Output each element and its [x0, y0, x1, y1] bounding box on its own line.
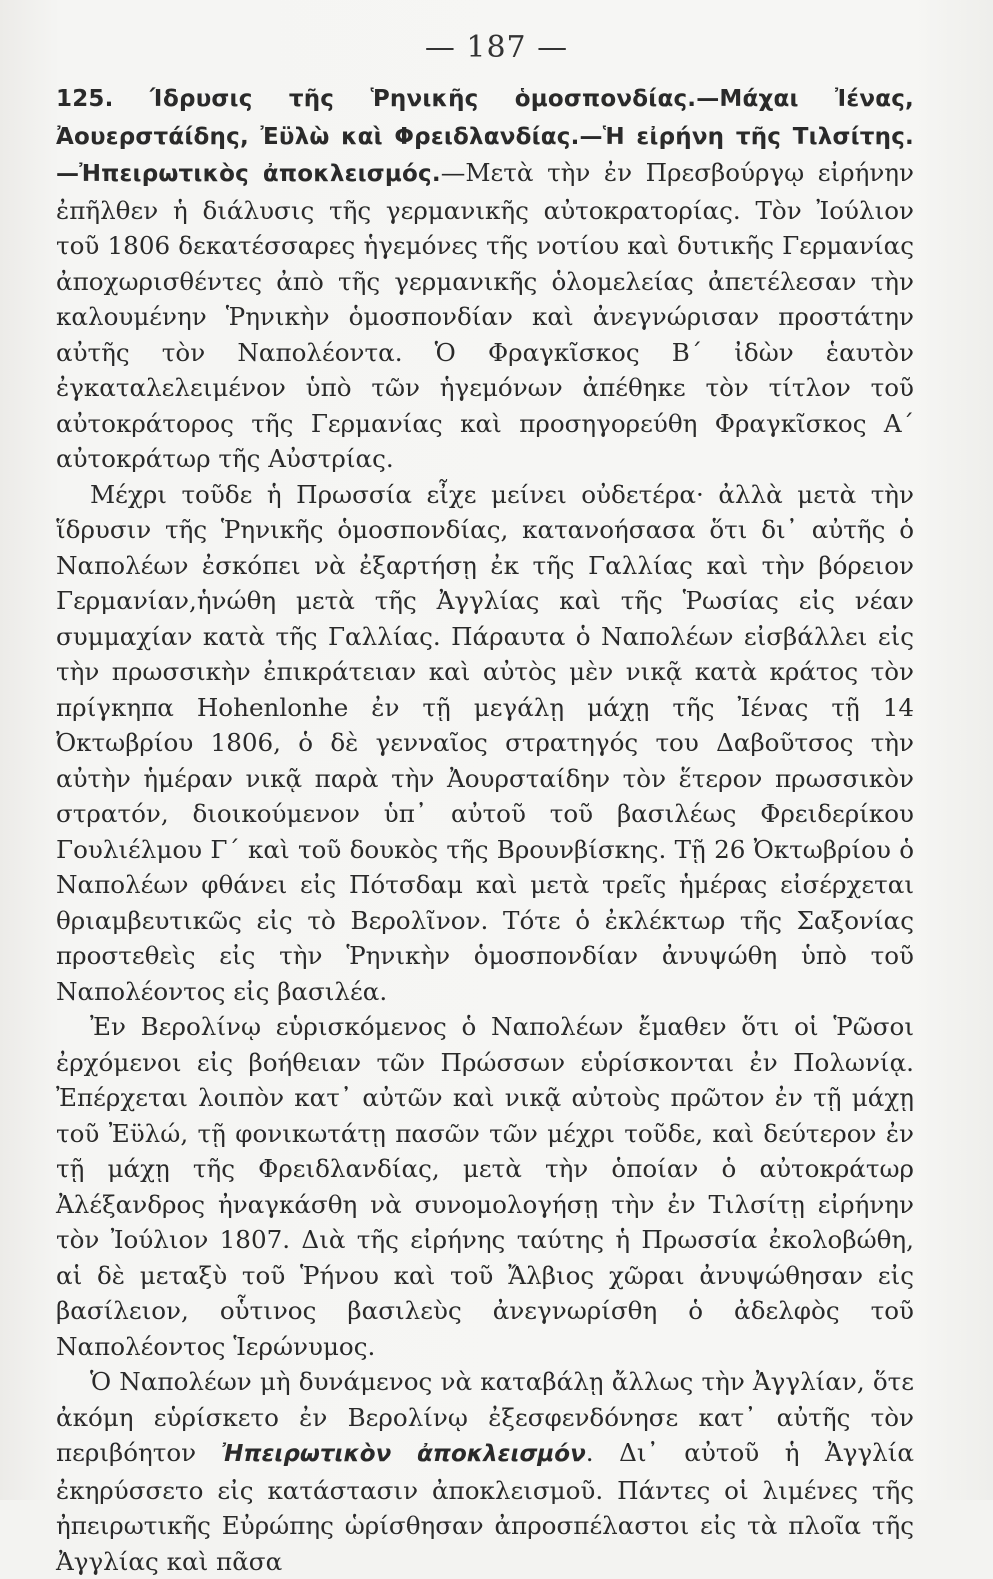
paragraph-text: . Δι᾽ αὐτοῦ ἡ Ἀγγλία ἐκηρύσσετο εἰς κατάστασιν ἀποκλεισμοῦ. Πάντες οἱ λιμένες τῆς ἠπειρωτικῆς Εὐρώπης ὡρίσθησαν ἀπροσπέλαστοι εἰς τὰ πλοῖα τῆς Ἀγγλίας καὶ πᾶσα [56, 1438, 914, 1576]
paragraph [56, 80, 914, 477]
paragraph [56, 1009, 914, 1364]
paragraph-text: ἐν τῇ μεγάλῃ μάχῃ τῆς Ἰένας τῇ 14 Ὀκτωβρίου 1806, ὁ δὲ γενναῖος στρατηγός του Δαβοῦτσος τὴν αὐτὴν ἡμέραν νικᾷ παρὰ τὴν Ἀουρσταίδην τὸν ἕτερον πρωσσικὸν στρατόν, διοικούμενον ὑπ᾽ αὐτοῦ τοῦ βασιλέως Φρειδερίκου Γουλιέλμου Γ΄ καὶ τοῦ δουκὸς τῆς Βρουνβίσκης. Τῇ 26 Ὀκτωβρίου ὁ Ναπολέων φθάνει εἰς Πότσδαμ καὶ μετὰ τρεῖς ἡμέρας εἰσέρχεται θριαμβευτικῶς εἰς τὸ Βερολῖνον. Τότε ὁ ἐκλέκτωρ τῆς Σαξονίας προστεθεὶς εἰς τὴν Ῥηνικὴν ὁμοσπονδίαν ἀνυψώθη ὑπὸ τοῦ Ναπολέοντος εἰς βασιλέα. [56, 692, 915, 1006]
paragraph-text: Μέχρι τοῦδε ἡ Πρωσσία εἶχε μείνει οὐδετέρα· ἀλλὰ μετὰ τὴν ἵδρυσιν τῆς Ῥηνικῆς ὁμοσπονδίας, κατανοήσασα ὅτι δι᾽ αὐτῆς ὁ Ναπολέων ἐσκόπει νὰ ἐξαρτήσῃ ἐκ τῆς Γαλλίας καὶ τὴν βόρειον Γερμανίαν,ἡνώθη μετὰ τῆς Ἀγγλίας καὶ τῆς Ῥωσίας εἰς νέαν συμμαχίαν κατὰ τῆς Γαλλίας. Πάραυτα ὁ Ναπολέων εἰσβάλλει εἰς τὴν πρωσσικὴν ἐπικράτειαν καὶ αὐτὸς μὲν νικᾷ κατὰ κράτος τὸν πρίγκηπα [56, 479, 914, 722]
emphasized-term: Ἠπειρωτικὸν ἀποκλεισμόν [221, 1441, 586, 1467]
body-text [56, 80, 914, 1579]
section-heading: 125. Ίδρυσις τῆς Ῥηνικῆς ὁμοσπονδίας.—Μάχαι Ἰένας, Ἀουερστάίδης, Ἐϋλὼ καὶ Φρειδλανδίας.—Ἡ εἰρήνη τῆς Τιλσίτης.—Ἠπειρωτικὸς ἀποκλεισμός. [56, 86, 914, 187]
paragraph [56, 1364, 914, 1579]
paragraph-text: —Μετὰ τὴν ἐν Πρεσβούργῳ εἰρήνην ἐπῆλθεν ἡ διάλυσις τῆς γερμανικῆς αὐτοκρατορίας. Τὸν Ἰούλιον τοῦ 1806 δεκατέσσαρες ἡγεμόνες τῆς νοτίου καὶ δυτικῆς Γερμανίας ἀποχωρισθέντες ἀπὸ τῆς γερμανικῆς ὁλομελείας ἀπετέλεσαν τὴν καλουμένην Ῥηνικὴν ὁμοσπονδίαν καὶ ἀνεγνώρισαν προστάτην αὐτῆς τὸν Ναπολέοντα. Ὁ Φραγκῖσκος Β΄ ἰδὼν ἑαυτὸν ἐγκαταλελειμένον ὑπὸ τῶν ἡγεμόνων ἀπέθηκε τὸν τίτλον τοῦ αὐτοκράτορος τῆς Γερμανίας καὶ προσηγορεύθη Φραγκῖσκος Α΄ αὐτοκράτωρ τῆς Αὐστρίας. [56, 158, 914, 473]
paragraph [56, 477, 914, 1010]
paragraph-text: Ὁ Ναπολέων μὴ δυνάμενος νὰ καταβάλῃ ἄλλως τὴν Ἀγγλίαν, ὅτε ἀκόμη εὑρίσκετο ἐν Βερολίνῳ ἐξεσφενδόνησε κατ᾽ αὐτῆς τὸν περιβόητον [56, 1367, 914, 1467]
paragraph-text: Ἐν Βερολίνῳ εὑρισκόμενος ὁ Ναπολέων ἔμαθεν ὅτι οἱ Ῥῶσοι ἐρχόμενοι εἰς βοήθειαν τῶν Πρώσσων εὑρίσκονται ἐν Πολωνίᾳ. Ἐπέρχεται λοιπὸν κατ᾽ αὐτῶν καὶ νικᾷ αὐτοὺς πρῶτον ἐν τῇ μάχῃ τοῦ Ἐϋλώ, τῇ φονικωτάτῃ πασῶν τῶν μέχρι τοῦδε, καὶ δεύτερον ἐν τῇ μάχῃ τῆς Φρειδλανδίας, μετὰ τὴν ὁποίαν ὁ αὐτοκράτωρ Ἀλέξανδρος ἠναγκάσθη νὰ συνομολογήσῃ τὴν ἐν Τιλσίτῃ εἰρήνην τὸν Ἰούλιον 1807. Διὰ τῆς εἰρήνης ταύτης ἡ Πρωσσία ἐκολοβώθη, αἱ δὲ μεταξὺ τοῦ Ῥήνου καὶ τοῦ Ἄλβιος χῶραι ἀνυψώθησαν εἰς βασίλειον, οὗτινος βασιλεὺς ἀνεγνωρίσθη ὁ ἀδελφὸς τοῦ Ναπολέοντος Ἱερώνυμος. [56, 1012, 914, 1361]
page-number: — 187 — [424, 30, 569, 65]
foreign-name: Hohenlonhe [196, 692, 349, 722]
